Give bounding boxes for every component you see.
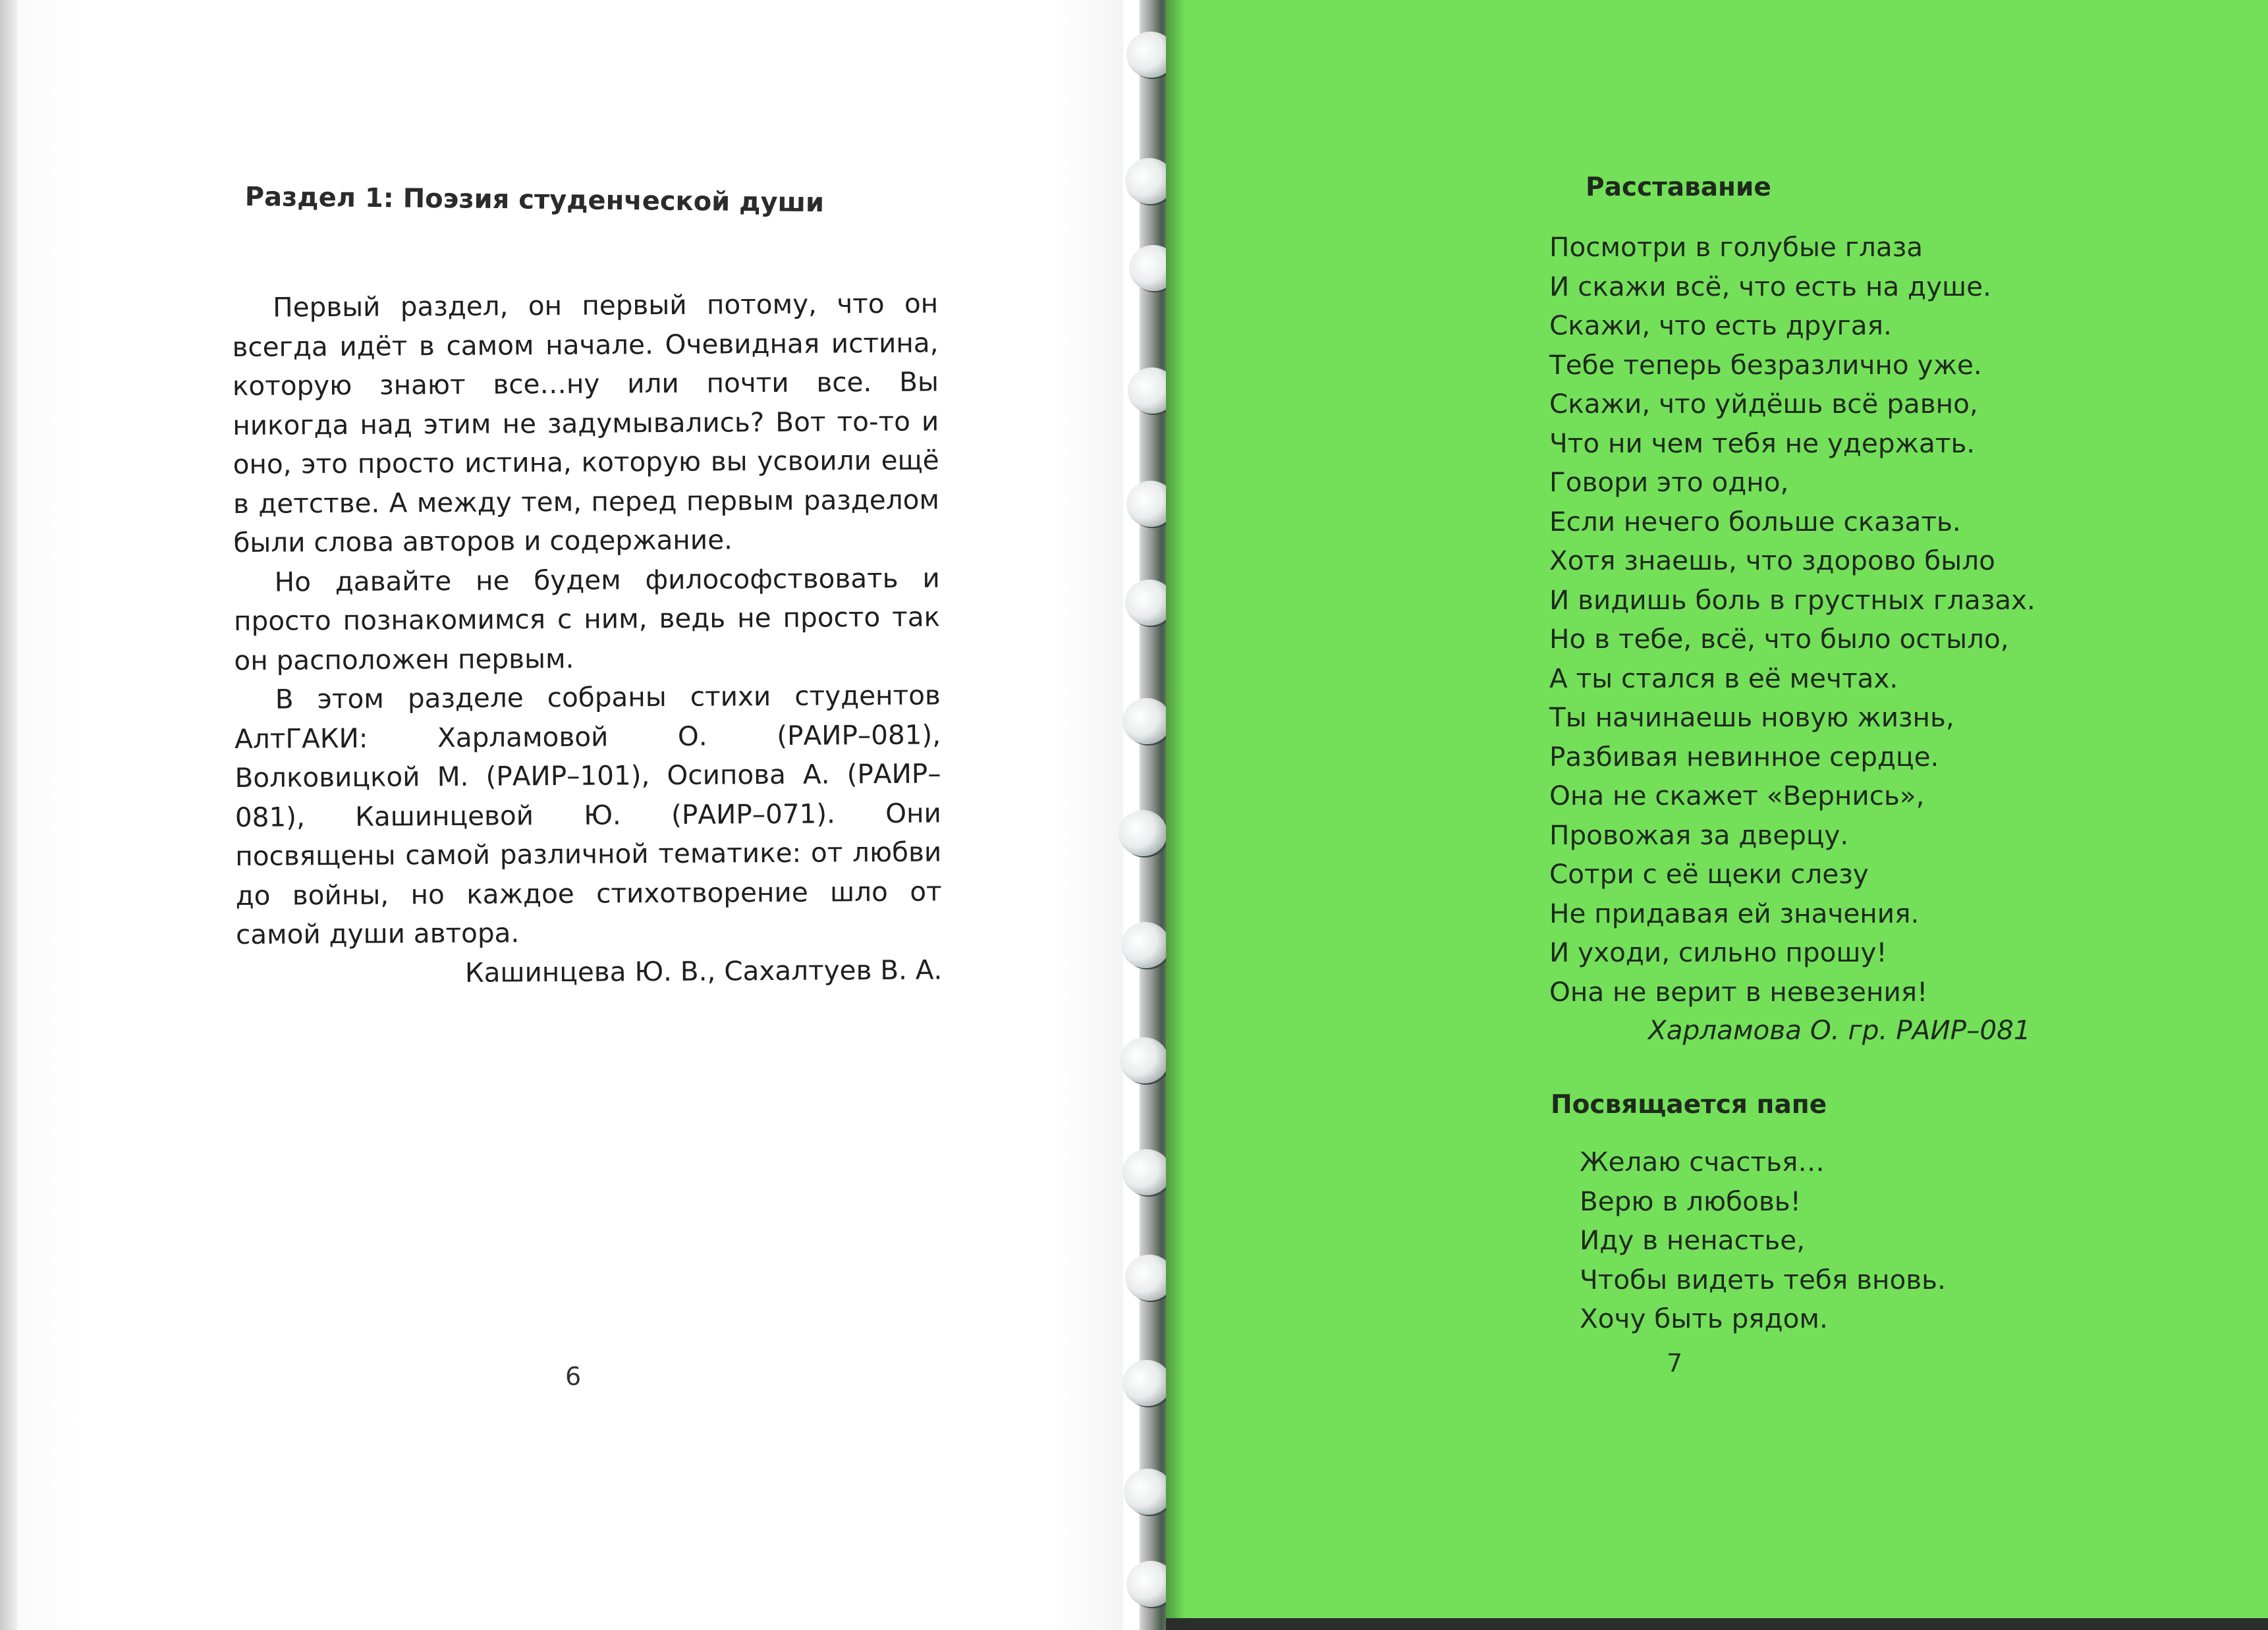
poem-line: Если нечего больше сказать.: [1549, 505, 1961, 537]
poem-line: Говори это одно,: [1549, 466, 1789, 498]
poem-line: Разбивая невинное сердце.: [1549, 740, 1939, 773]
poem-line: Хотя знаешь, что здорово было: [1549, 545, 1995, 576]
poem-line: Скажи, что есть другая.: [1549, 310, 1892, 341]
binding-ring: [1120, 1037, 1169, 1083]
poem-line: Не придавая ей значения.: [1549, 897, 1920, 929]
poem-line: И уходи, сильно прошу!: [1549, 937, 1887, 968]
poem-line: Скажи, что уйдёшь всё равно,: [1549, 388, 1978, 420]
poem-line: Желаю счастья…: [1580, 1146, 1825, 1178]
poem-title-posvyashchaetsya-pape: Посвящается папе: [1551, 1090, 1827, 1120]
page-number-left: 6: [565, 1362, 582, 1391]
intro-paragraph-1: Первый раздел, он первый потому, что он всегда идёт в самом начале. Очевидная истина, которую знают все…ну или почти все. Вы никогда над этим не задумывались? Вот то-то и оно, это просто истина, которую вы усвоили ещё в детстве. А между тем, перед первым разделом были слова авторов и содержание.: [232, 287, 940, 558]
right-page-bottom-edge: [1166, 1618, 2268, 1630]
left-page: [0, 0, 1123, 1630]
poem-line: И скажи всё, что есть на душе.: [1549, 270, 1991, 302]
right-page-edge-shadow: [1166, 0, 1186, 1630]
section-heading: Раздел 1: Поэзия студенческой души: [244, 182, 825, 219]
poem-line: Ты начинаешь новую жизнь,: [1549, 701, 1954, 733]
page-number-right: 7: [1667, 1349, 1683, 1378]
poem-line: И видишь боль в грустных глазах.: [1549, 584, 2035, 616]
poem-papa-lines: [1580, 1143, 1946, 1339]
poem-line: Что ни чем тебя не удержать.: [1549, 427, 1976, 459]
poem-line: Она не верит в невезения!: [1549, 975, 1928, 1008]
binding-ring: [1124, 1469, 1173, 1515]
poem-line: Верю в любовь!: [1580, 1185, 1801, 1217]
left-page-edge-shadow: [0, 0, 17, 1630]
poem-line: Иду в ненастье,: [1580, 1224, 1806, 1256]
intro-paragraph-3: В этом разделе собраны стихи студентов АлтГАКИ: Харламовой О. (РАИР–081), Волковицкой М. (РАИР–101), Осипова А. (РАИР–081), Кашинцевой Ю. (РАИР–071). Они посвящены самой различной тематике: от любви до войны, но каждое стихотворение шло от самой души автора.: [235, 679, 942, 950]
poem-line: Тебе теперь безразлично уже.: [1549, 348, 1982, 381]
binding-ring: [1119, 810, 1167, 856]
poem-line: Сотри с её щеки слезу: [1549, 858, 1869, 890]
poem-line: Она не скажет «Вернись»,: [1549, 780, 1925, 811]
binding-ring: [1121, 922, 1170, 968]
intro-text-block: [232, 284, 943, 994]
intro-paragraph-2: Но давайте не будем философствовать и просто познакомимся с ним, ведь не просто так он расположен первым.: [233, 561, 941, 676]
poem-rasstavanie-lines: [1549, 228, 2035, 1012]
poem-line: Провожая за дверцу.: [1549, 819, 1849, 851]
binding-ring: [1122, 1149, 1171, 1195]
poem-line: Чтобы видеть тебя вновь.: [1580, 1263, 1946, 1295]
poem-author-signature: Харламова О. гр. РАИР–081: [1648, 1014, 2031, 1046]
poem-line: А ты стался в её мечтах.: [1549, 662, 1898, 694]
poem-line: Посмотри в голубые глаза: [1549, 231, 1923, 263]
right-page: [1166, 0, 2268, 1630]
intro-signature: Кашинцева Ю. В., Сахалтуев В. А.: [464, 953, 943, 989]
poem-title-rasstavanie: Расставание: [1586, 173, 1771, 202]
binding-ring: [1122, 1360, 1171, 1406]
poem-line: Хочу быть рядом.: [1580, 1303, 1828, 1334]
poem-line: Но в тебе, всё, что было остыло,: [1549, 623, 2009, 655]
binding-ring: [1122, 698, 1171, 744]
